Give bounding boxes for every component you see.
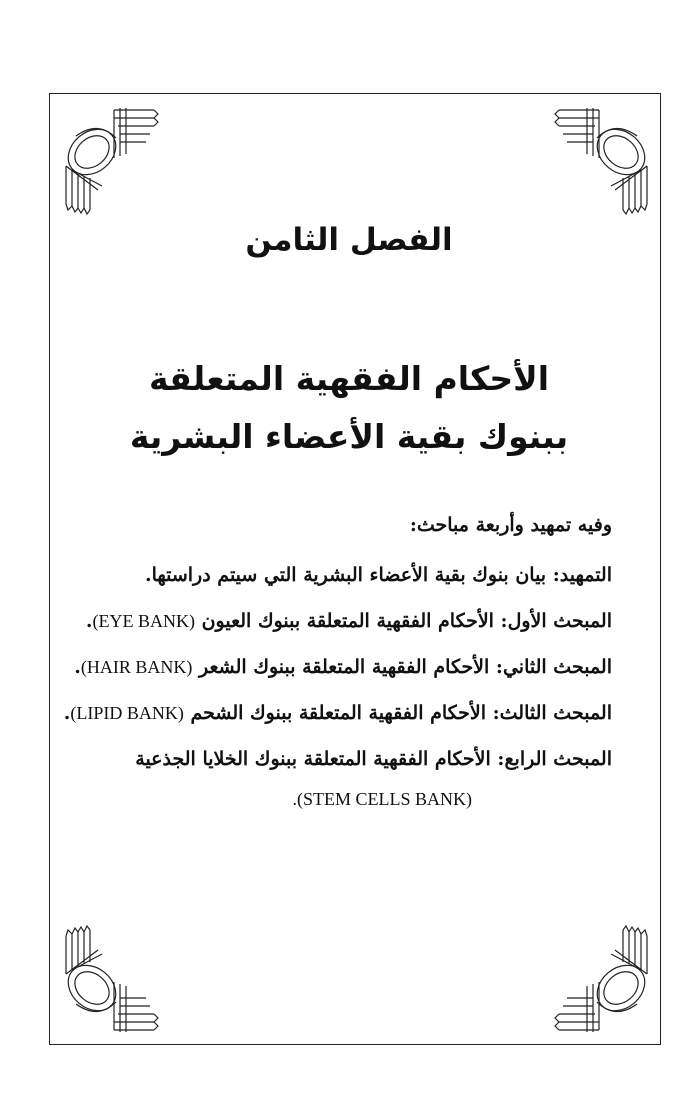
corner-ornament-bottom-right (545, 922, 655, 1040)
section-item: المبحث الرابع: الأحكام الفقهية المتعلقة ببنوك الخلايا الجذعية (135, 748, 612, 770)
section-label: المبحث الثاني (502, 656, 612, 678)
section-english-term: .(STEM CELLS BANK) (292, 789, 472, 809)
section-english-term: (LIPID BANK) (70, 703, 184, 723)
section-end-mark: . (85, 610, 93, 632)
section-label: المبحث الثالث (499, 702, 612, 724)
section-end-mark: . (63, 702, 71, 724)
section-text: الأحكام الفقهية المتعلقة ببنوك الشعر (199, 656, 490, 678)
section-item: المبحث الثالث: الأحكام الفقهية المتعلقة ببنوك الشحم (LIPID BANK). (63, 702, 612, 724)
section-english-term: (EYE BANK) (92, 611, 195, 631)
main-title-line-1: الأحكام الفقهية المتعلقة (148, 359, 550, 398)
section-label: المبحث الرابع (504, 748, 612, 770)
main-title (0, 350, 698, 466)
intro-line: وفيه تمهيد وأربعة مباحث: (409, 514, 612, 536)
corner-ornament-bottom-left (58, 922, 168, 1040)
section-text: الأحكام الفقهية المتعلقة ببنوك العيون (201, 610, 494, 632)
section-label: المبحث الأول (507, 610, 612, 632)
section-end-mark: . (74, 656, 81, 678)
section-text: الأحكام الفقهية المتعلقة ببنوك الشحم (190, 702, 486, 724)
section-item: المبحث الثاني: الأحكام الفقهية المتعلقة ببنوك الشعر (HAIR BANK). (74, 656, 612, 678)
corner-ornament-top-left (58, 100, 168, 218)
corner-ornament-top-right (545, 100, 655, 218)
chapter-title: الفصل الثامن (245, 222, 453, 258)
section-english-term: (HAIR BANK) (80, 657, 193, 677)
contents-list (63, 502, 612, 816)
section-label: التمهيد (559, 564, 612, 586)
section-item: التمهيد: بيان بنوك بقية الأعضاء البشرية التي سيتم دراستها. (144, 564, 612, 586)
section-item: المبحث الأول: الأحكام الفقهية المتعلقة ببنوك العيون (EYE BANK). (85, 610, 612, 632)
section-text: الأحكام الفقهية المتعلقة ببنوك الخلايا الجذعية (135, 748, 491, 770)
section-text: بيان بنوك بقية الأعضاء البشرية التي سيتم دراستها. (144, 564, 547, 586)
main-title-line-2: ببنوك بقية الأعضاء البشرية (129, 417, 569, 456)
section-continuation (92, 782, 612, 816)
